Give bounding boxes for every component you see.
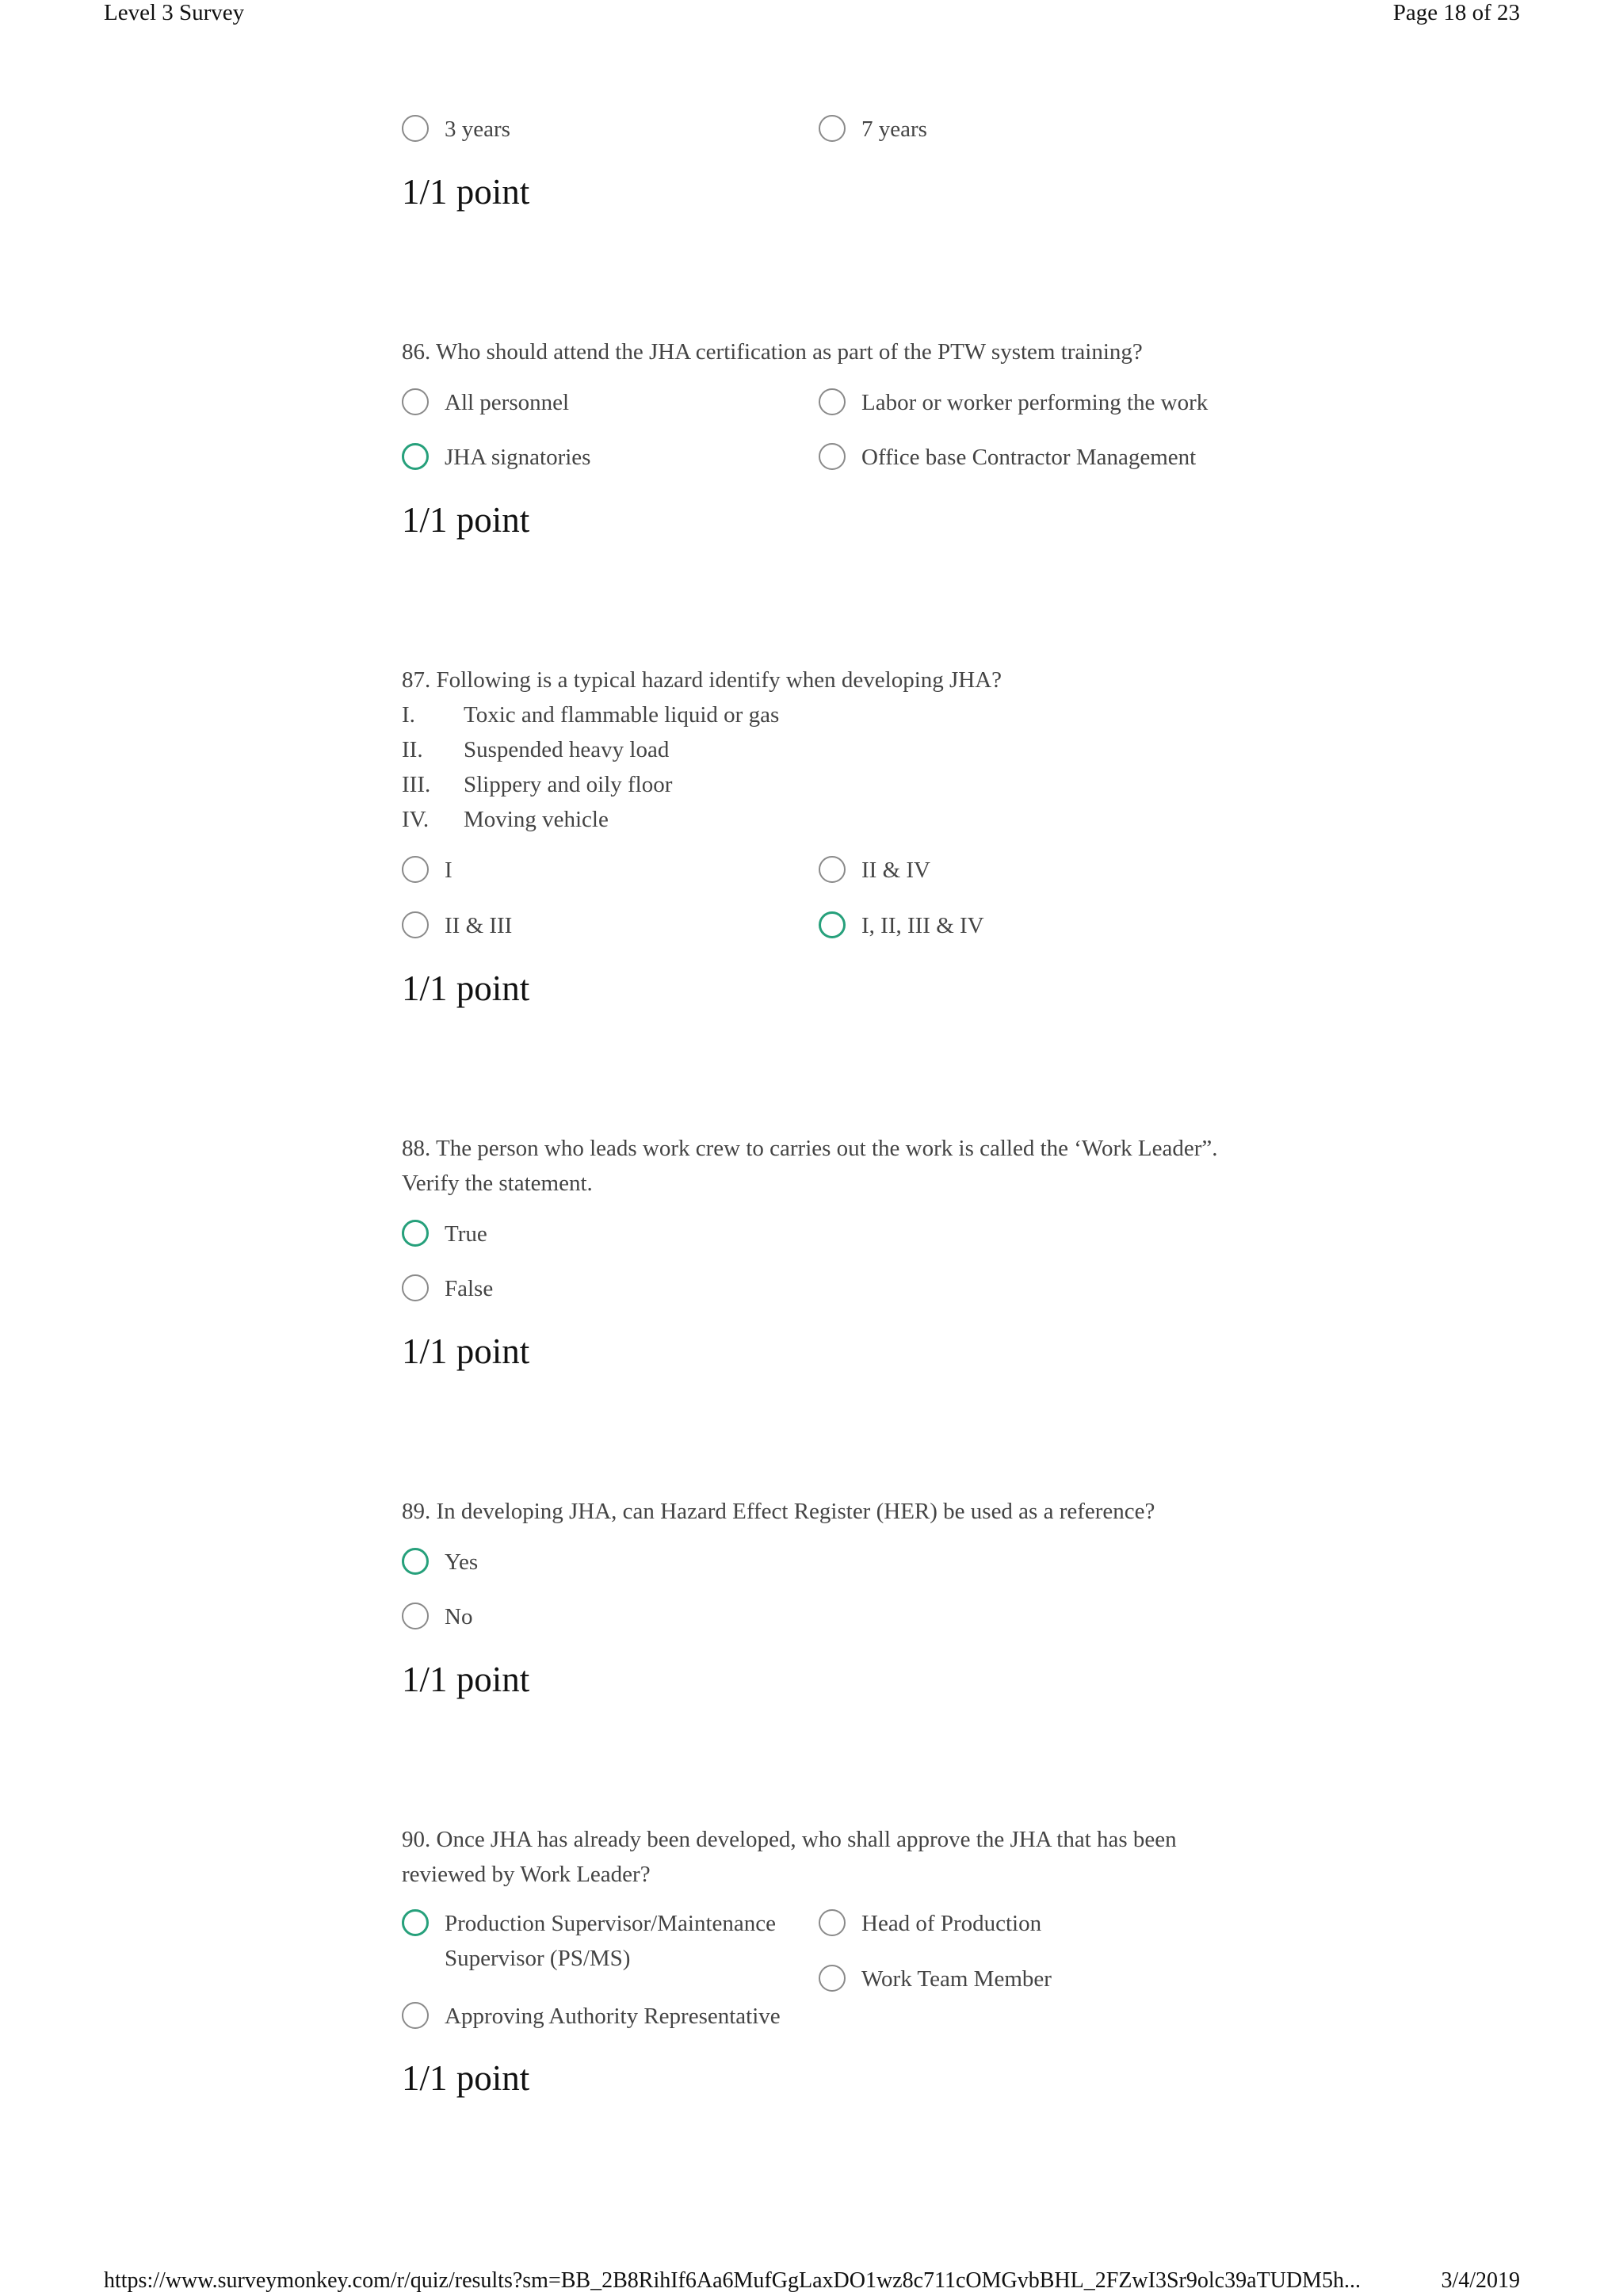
radio-selected-icon[interactable] xyxy=(402,1909,429,1936)
q86-option-office-contractor[interactable] xyxy=(819,440,1196,475)
item-text: Toxic and flammable liquid or gas xyxy=(464,702,780,728)
q90-question-text xyxy=(402,1822,1274,1892)
q87-option-ii-iv[interactable] xyxy=(819,853,930,888)
q90-option-head-of-production[interactable] xyxy=(819,1906,1041,1941)
q87-hazard-item xyxy=(402,732,669,767)
q85-option-3-years[interactable] xyxy=(402,112,510,147)
page-number: Page 18 of 23 xyxy=(1392,0,1520,25)
radio-icon[interactable] xyxy=(819,388,846,415)
option-label xyxy=(445,1906,776,1976)
option-label: True xyxy=(445,1221,487,1247)
q86-option-labor-worker[interactable] xyxy=(819,385,1208,420)
radio-icon[interactable] xyxy=(819,443,846,470)
item-text: Slippery and oily floor xyxy=(464,772,673,797)
radio-icon[interactable] xyxy=(819,1965,846,1992)
q89-option-no[interactable] xyxy=(402,1599,472,1634)
option-label: Yes xyxy=(445,1549,479,1575)
radio-icon[interactable] xyxy=(402,115,429,142)
item-number: IV. xyxy=(402,807,430,832)
q86-option-jha-signatories[interactable] xyxy=(402,440,590,475)
q86-question-text: 86. Who should attend the JHA certification as part of the PTW system training? xyxy=(402,339,1143,365)
q87-hazard-item xyxy=(402,767,672,802)
option-label: False xyxy=(445,1276,494,1301)
radio-icon[interactable] xyxy=(819,1909,846,1936)
option-label: Work Team Member xyxy=(861,1966,1052,1992)
item-number: I. xyxy=(402,702,415,728)
q87-question-text: 87. Following is a typical hazard identify when developing JHA? xyxy=(402,667,1002,693)
q87-option-ii-iii[interactable] xyxy=(402,908,512,943)
footer-url: https://www.surveymonkey.com/r/quiz/results?sm=BB_2B8RihIf6Aa6MufGgLaxDO1wz8c711cOMGvbBHL_2FZwI3Sr9olc39aTUDM5h... xyxy=(104,2268,1361,2293)
q88-score: 1/1 point xyxy=(402,1331,530,1371)
q90-option-work-team-member[interactable] xyxy=(819,1962,1052,1996)
option-label-line: Supervisor (PS/MS) xyxy=(445,1946,631,1971)
q87-score: 1/1 point xyxy=(402,968,530,1008)
q88-question-text xyxy=(402,1131,1274,1201)
q89-score: 1/1 point xyxy=(402,1660,530,1699)
q90-option-ps-ms[interactable] xyxy=(402,1906,776,1976)
footer-date: 3/4/2019 xyxy=(1441,2268,1520,2293)
question-line: 90. Once JHA has already been developed, who shall approve the JHA that has been xyxy=(402,1827,1177,1852)
option-label: II & III xyxy=(445,913,513,938)
option-label: JHA signatories xyxy=(445,445,591,470)
option-label: No xyxy=(445,1604,473,1629)
option-label-line: Production Supervisor/Maintenance xyxy=(445,1911,776,1936)
option-label: Approving Authority Representative xyxy=(445,2004,781,2029)
q88-option-true[interactable] xyxy=(402,1217,487,1251)
radio-icon[interactable] xyxy=(402,1274,429,1301)
item-text: Moving vehicle xyxy=(464,807,609,832)
item-text: Suspended heavy load xyxy=(464,737,670,762)
question-line: 88. The person who leads work crew to carries out the work is called the ‘Work Leader”. xyxy=(402,1136,1218,1161)
document-title: Level 3 Survey xyxy=(104,0,245,25)
item-number: III. xyxy=(402,772,431,797)
q86-option-all-personnel[interactable] xyxy=(402,385,569,420)
q85-option-7-years[interactable] xyxy=(819,112,927,147)
item-number: II. xyxy=(402,737,423,762)
q87-hazard-item xyxy=(402,802,609,837)
option-label: 7 years xyxy=(861,117,927,142)
radio-icon[interactable] xyxy=(402,1603,429,1629)
q86-score: 1/1 point xyxy=(402,500,530,540)
radio-icon[interactable] xyxy=(402,388,429,415)
radio-selected-icon[interactable] xyxy=(402,443,429,470)
option-label: All personnel xyxy=(445,390,570,415)
q87-option-all[interactable] xyxy=(819,908,984,943)
q90-score: 1/1 point xyxy=(402,2058,530,2098)
radio-selected-icon[interactable] xyxy=(402,1548,429,1575)
q85-score: 1/1 point xyxy=(402,172,530,212)
q89-question-text: 89. In developing JHA, can Hazard Effect Register (HER) be used as a reference? xyxy=(402,1499,1155,1524)
option-label: II & IV xyxy=(861,858,930,883)
option-label: Labor or worker performing the work xyxy=(861,390,1209,415)
option-label: I, II, III & IV xyxy=(861,913,984,938)
option-label: I xyxy=(445,858,453,883)
option-label: Office base Contractor Management xyxy=(861,445,1197,470)
radio-icon[interactable] xyxy=(819,856,846,883)
option-label: 3 years xyxy=(445,117,510,142)
q88-option-false[interactable] xyxy=(402,1271,493,1306)
radio-icon[interactable] xyxy=(402,2002,429,2029)
radio-icon[interactable] xyxy=(819,115,846,142)
question-line: reviewed by Work Leader? xyxy=(402,1862,651,1887)
q89-option-yes[interactable] xyxy=(402,1545,478,1580)
radio-icon[interactable] xyxy=(402,911,429,938)
q90-option-approving-authority[interactable] xyxy=(402,1999,781,2034)
question-line: Verify the statement. xyxy=(402,1171,593,1196)
q87-option-i[interactable] xyxy=(402,853,453,888)
radio-selected-icon[interactable] xyxy=(819,911,846,938)
q87-hazard-item xyxy=(402,697,779,732)
radio-icon[interactable] xyxy=(402,856,429,883)
option-label: Head of Production xyxy=(861,1911,1042,1936)
radio-selected-icon[interactable] xyxy=(402,1220,429,1247)
